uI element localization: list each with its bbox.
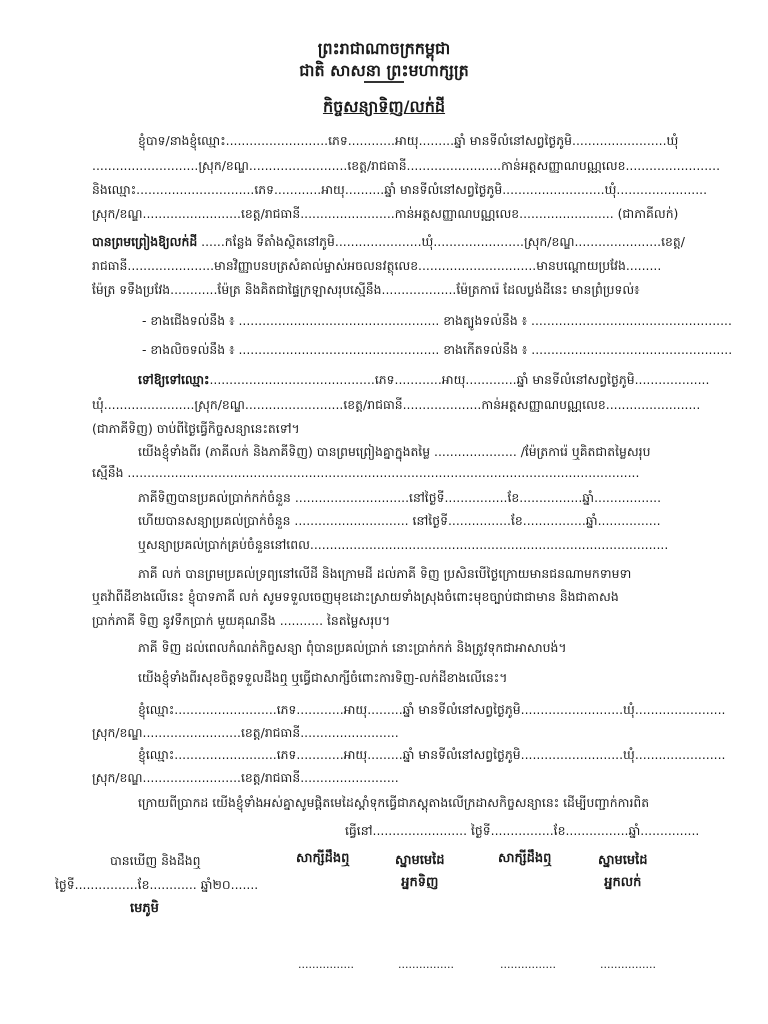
- witness-1-label: សាក្សីដឹងឮ: [296, 851, 350, 866]
- full-payment-line: ឬសន្យាប្រគល់ប្រាក់គ្រប់ចំនួននៅពេល...........................................................................................: [138, 537, 669, 552]
- buyer-line-2: ឃុំ.......................ស្រុក/ខណ្ឌ.........................ខេត្ត/រាជធានី....................កាន់អត្តសញ្ញាណបណ្ណលេខ........................: [92, 397, 701, 412]
- buyer-details: ..........................................ភេទ............អាយុ.............ឆ្នាំ មានទីលំនៅសព្វថ្ងៃភូមិ...................: [209, 372, 710, 387]
- village-chief-label: មេភូមិ: [130, 901, 159, 916]
- witness-1-signature: [296, 848, 349, 870]
- seller-thumbprint: [598, 850, 648, 894]
- witness-1-line-1: ខ្ញុំឈ្មោះ..........................ភេទ............អាយុ.........ឆ្នាំ មានទីលំនៅសព្វថ្ងៃភូមិ..........................ឃុំ.......................: [138, 702, 726, 717]
- seller-line-3: និងឈ្មោះ..............................ភេទ............អាយុ..........ឆ្នាំ មានទីលំនៅសព្វថ្ងៃភូមិ..........................ឃុំ.......................: [92, 182, 708, 197]
- land-line-2: រាជធានី......................មានវិញ្ញាបនបត្រសំគាល់ម្ចាស់អចលនវត្ថុលេខ..............................មានបណ្តោយប្រវែង.........: [92, 258, 662, 273]
- boundary-north-south: - ខាងជើងទល់នឹង ៖ ................................................... ខាងត្បូងទល់នឹង ៖ ...................................................: [142, 313, 732, 328]
- seller-thumb-label-1: ស្នាមមេដៃ: [598, 853, 648, 868]
- buyer-line-3: (ជាភាគីទិញ) ចាប់ពីថ្ងៃធ្វើកិច្ចសន្យានេះតទៅ។: [92, 421, 300, 436]
- witness-1-line-2: ស្រុក/ខណ្ឌ.........................ខេត្ត/រាជធានី.........................: [92, 725, 399, 740]
- chief-date-line: ថ្ងៃទី................ខែ............ ឆ្នាំ២០.......: [55, 877, 259, 892]
- land-line-3: ម៉ែត្រ ទទឹងប្រវែង............ម៉ែត្រ និងគិតជាផ្ទៃក្រឡាសរុបស្មើនឹង...................ម៉ែត្រការ៉េ ដែលប្លង់ដីនេះ មានព្រំប្រទល់៖: [92, 282, 640, 297]
- terms-line-4: ភាគី ទិញ ដល់ពេលកំណត់កិច្ចសន្យា ពុំបានប្រគល់ប្រាក់ នោះប្រាក់កក់ និងត្រូវទុកជាអាសាបង់។: [138, 640, 567, 655]
- terms-line-5: យើងខ្ញុំទាំងពីរសុខចិត្តទទួលដឹងឮ ឬធ្វើជាសាក្សីចំពោះការទិញ-លក់ដីខាងលើនេះ។: [138, 670, 508, 685]
- balance-line: ហើយបានសន្យាប្រគល់ប្រាក់ចំនួន ............................. នៅថ្ងៃទី................ខែ................ឆ្នាំ................: [138, 513, 661, 528]
- seller-line-2: ...........................ស្រុក/ខណ្ឌ.........................ខេត្ត/រាជធានី........................កាន់អត្តសញ្ញាណបណ្ណលេខ........................: [92, 158, 721, 173]
- deposit-line: ភាគីទិញបានប្រគល់ប្រាក់កក់ចំនួន .............................នៅថ្ងៃទី................ខែ................ឆ្នាំ.................: [138, 490, 662, 505]
- seller-line-1: ខ្ញុំបាទ/នាងខ្ញុំឈ្មោះ..........................ភេទ............អាយុ.........ឆ្នាំ មានទីលំនៅសព្វថ្ងៃភូមិ........................ឃុំ: [138, 133, 679, 148]
- witness-2-line-1: ខ្ញុំឈ្មោះ..........................ភេទ............អាយុ.........ឆ្នាំ មានទីលំនៅសព្វថ្ងៃភូមិ..........................ឃុំ.......................: [138, 747, 726, 762]
- witness-2-label: សាក្សីដឹងឮ: [498, 851, 552, 866]
- total-line: ស្មើនឹង ..................................................................................................................................: [92, 465, 640, 480]
- buyer-thumb-label-1: ស្នាមមេដៃ: [395, 853, 445, 868]
- witness-2-line-2: ស្រុក/ខណ្ឌ.........................ខេត្ត/រាជធានី.........................: [92, 770, 399, 785]
- seller-line-4: ស្រុក/ខណ្ឌ.........................ខេត្ត/រាជធានី........................កាន់អត្តសញ្ញាណបណ្ណលេខ........................ (ជាភាគីលក់): [92, 206, 679, 221]
- buyer-lead: ទៅឱ្យទៅឈ្មោះ: [138, 372, 210, 387]
- contract-title: កិច្ចសន្យាទិញ/លក់ដី: [322, 97, 446, 116]
- seller-thumb-label-2: អ្នកលក់: [604, 875, 642, 890]
- buyer-line-1: [138, 372, 709, 388]
- closing-statement: ក្រោយពីប្រាកដ យើងខ្ញុំទាំងអស់គ្នាសូមផ្តិតមេដៃស្តាំទុកធ្វើជាភស្តុតាងលើក្រដាសកិច្ចសន្យានេះ ដើម្បីបញ្ជាក់ការពិត: [138, 795, 650, 810]
- land-lead: បានព្រមព្រៀងឱ្យលក់ដី: [92, 234, 198, 249]
- terms-line-3: ប្រាក់ភាគី ទិញ នូវទឹកប្រាក់ មួយគុណនឹង ........... នៃតម្លៃសរុប។: [92, 613, 391, 628]
- motto-heading: ជាតិ សាសនា ព្រះមហាក្សត្រ: [299, 61, 469, 80]
- land-location: ......កន្លែង ទីតាំងស្ថិតនៅភូមិ......................ឃុំ.......................ស្រុក/ខណ្ឌ......................ខេត្ត/: [197, 234, 685, 249]
- boundary-west-east: - ខាងលិចទល់នឹង ៖ ................................................... ខាងកើតទល់នឹង ៖ ...................................................: [142, 342, 733, 357]
- buyer-thumb-label-2: អ្នកទិញ: [401, 875, 439, 890]
- buyer-thumbprint: [395, 850, 445, 894]
- seen-and-acknowledged: បានឃើញ និងដឹងឮ: [110, 853, 201, 868]
- made-at-line: ធ្វើនៅ........................ ថ្ងៃទី................ខែ................ឆ្នាំ...............: [345, 823, 700, 838]
- price-line: យើងខ្ញុំទាំងពីរ (ភាគីលក់ និងភាគីទិញ) បានព្រមព្រៀងគ្នាក្នុងតម្លៃ ..................... /ម៉ែត្រការ៉េ ឬគិតជាតម្លៃសរុប: [138, 444, 651, 459]
- land-line-1: [92, 234, 685, 250]
- terms-line-1: ភាគី លក់ បានព្រមប្រគល់ទ្រព្យនៅលើដី និងក្រោមដី ដល់ភាគី ទិញ ប្រសិនបើថ្ងៃក្រោយមានជនណាមកទាមទា: [138, 566, 632, 581]
- kingdom-heading: ព្រះរាជាណាចក្រកម្ពុជា: [317, 39, 451, 58]
- witness-2-signature: [498, 848, 551, 870]
- buyer-blank: ................: [398, 958, 454, 971]
- witness-1-blank: ................: [298, 958, 354, 971]
- terms-line-2: ឬតវ៉ាពីដីខាងលើនេះ ខ្ញុំបាទភាគី លក់ សូមទទួលចេញមុខដោះស្រាយទាំងស្រុងចំពោះមុខច្បាប់ជាជាមាន និងជាតាសង: [92, 589, 619, 604]
- witness-2-blank: ................: [500, 958, 556, 971]
- title-ornament: [364, 81, 404, 83]
- seller-blank: ................: [600, 958, 656, 971]
